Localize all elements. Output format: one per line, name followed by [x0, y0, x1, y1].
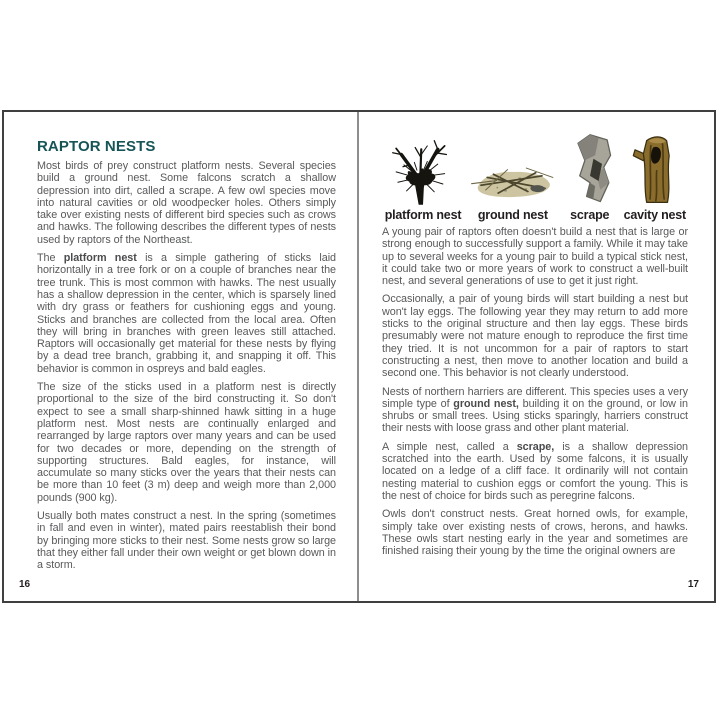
paragraph: [37, 510, 336, 571]
paragraph: [382, 386, 688, 435]
paragraph-text: A simple nest, called a: [382, 440, 517, 453]
figure-cavity-nest: [624, 133, 686, 222]
page-right: [359, 112, 714, 601]
figure-label-ground-nest: ground nest: [477, 208, 548, 222]
paragraph: [37, 381, 336, 504]
page-number-left: 16: [19, 579, 31, 590]
paragraph: [382, 293, 688, 379]
paragraph: [382, 226, 688, 287]
left-page-paragraphs: [37, 160, 336, 572]
paragraph: [382, 441, 688, 502]
figure-platform-nest: [384, 137, 462, 222]
bold-term: ground nest,: [453, 397, 519, 410]
scrape-illustration: [564, 133, 616, 205]
figure-ground-nest: [470, 153, 556, 222]
paragraph-text: is a simple gathering of sticks laid horizontally in a tree fork or on a couple of branches near the tree trunk. This is most common with hawks. The nest usually has a shallow depression in the center, which is sparsely lined with dry grass or feathers for cushioning eggs and young. Sticks and branches are collected from the local area. Often they will bring in branches with green leaves still attached. Raptors will occasionally get material for these nests by flying by a dead tree branch, grabbing it, and snapping it off. This behavior is common in ospreys and bald eagles.: [37, 252, 336, 375]
page-title: RAPTOR NESTS: [37, 138, 156, 155]
book-spread: [2, 110, 716, 603]
paragraph-text: The size of the sticks used in a platform nest is directly proportional to the size of the bird constructing it. So don't expect to see a small sharp-shinned hawk sitting in a huge platform nest. Most nests are continually enlarged and rearranged by large raptors over many years and can be used for two decades or more, depending on the strength of supporting structures. Bald eagles, for instance, will accumulate so many sticks over the years that their nests can be more than 10 feet (3 m) deep and weigh more than 2,000 pounds (900 kg).: [37, 381, 336, 504]
paragraph: [382, 508, 688, 557]
paragraph-text: Occasionally, a pair of young birds will start building a nest but won't lay eggs. The following year they may return to add more sticks to the original structure and then lay eggs. These birds presumably were not mature enough to reproduce the first time they tried. It is not uncommon for a pair of raptors to start constructing a nest, then move to another location and build a second one. This behavior is not clearly understood.: [382, 293, 688, 380]
scrape-figure: [564, 133, 616, 222]
platform-nest-illustration: [384, 137, 462, 205]
paragraph-text: Nests of northern harriers are different. This species uses a very simple type of: [382, 385, 688, 410]
paragraph-text: is a shallow depression scratched into the earth. Used by some falcons, it is usually located on a ledge of a cliff face. It ordinarily will not contain nesting material to cushion eggs or comfort the young. This is the nest of choice for birds such as peregrine falcons.: [382, 440, 688, 502]
figure-label-scrape: scrape: [570, 208, 610, 222]
paragraph-text: Owls don't construct nests. Great horned owls, for example, simply take over existing nests of crows, herons, and hawks. These owls start nesting early in the year and sometimes are finished raising their young by the time the original owners are: [382, 508, 688, 558]
right-page-paragraphs: [382, 226, 688, 557]
ground-nest-illustration: [470, 153, 556, 205]
page-number-right: 17: [687, 579, 699, 590]
paragraph-text: Usually both mates construct a nest. In the spring (sometimes in fall and even in winter), mated pairs reestablish their bond by bringing more sticks to their nest. Some nests grow so large that they either fall under their own weight or get blown down in a storm.: [37, 510, 336, 572]
paragraph-text: Most birds of prey construct platform nests. Several species build a ground nest. Some falcons scratch a shallow depression into dirt, called a scrape. A few owl species move into natural cavities or old woodpecker holes. Others simply take over existing nests of different bird species such as crows and hawks. The following describes the different types of nests used by raptors of the Northeast.: [37, 160, 336, 246]
paragraph-text: building it on the ground, or low in shrubs or small trees. Using sticks sparingly, harriers construct their nests with loose grass and other plant material.: [382, 397, 688, 435]
figure-label-cavity-nest: cavity nest: [623, 208, 686, 222]
bold-term: scrape,: [516, 440, 555, 453]
nest-figures-row: [384, 134, 686, 222]
paragraph: [37, 252, 336, 375]
page-left: [4, 112, 359, 601]
paragraph-text: The: [37, 252, 64, 265]
paragraph: [37, 160, 336, 246]
paragraph-text: A young pair of raptors often doesn't build a nest that is large or strong enough to successfully support a family. While it may take up to several weeks for a young pair to build a typical stick nest, it could take two or more years of work to construct a well-built nest, and several generations of use to get it just right.: [382, 226, 688, 288]
cavity-nest-illustration: [630, 133, 680, 205]
figure-label-platform-nest: platform nest: [384, 208, 462, 222]
bold-term: platform nest: [63, 252, 137, 265]
